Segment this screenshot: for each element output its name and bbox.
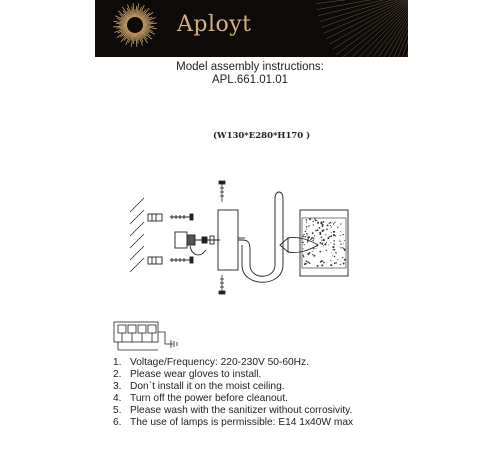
instruction-text: Turn off the power before cleanout. [130, 393, 289, 404]
instruction-number: 2. [113, 369, 122, 380]
model-number: APL.661.01.01 [211, 74, 289, 86]
screw-top [170, 214, 193, 220]
wall-hatch [130, 198, 144, 272]
shade-speckles [302, 218, 345, 267]
fixing-screw-bottom [219, 275, 225, 294]
instruction-text: Please wear gloves to install. [130, 369, 262, 380]
wall-plug-bottom [148, 257, 162, 264]
fixing-screw-top [219, 181, 225, 202]
instruction-item [113, 369, 353, 381]
instruction-number: 5. [113, 405, 122, 416]
instruction-list [113, 357, 353, 429]
document-title: Model assembly instructions: [176, 61, 324, 73]
wall-plug-top [148, 214, 162, 221]
instruction-number: 4. [113, 393, 122, 404]
instruction-item [113, 357, 353, 369]
instruction-item [113, 381, 353, 393]
instruction-number: 1. [113, 357, 122, 368]
instruction-item [113, 405, 353, 417]
terminal-connectors [118, 325, 156, 342]
instruction-text: Please wash with the sanitizer without corrosivity. [130, 405, 353, 416]
instruction-text: The use of lamps is permissible: E14 1x40W max [130, 417, 354, 428]
base-plate [218, 210, 238, 270]
brand-banner [95, 0, 408, 57]
instruction-number: 6. [113, 417, 122, 428]
screw-bottom [170, 257, 193, 263]
instruction-item [113, 393, 353, 405]
instruction-text: Don`t install it on the moist ceiling. [130, 381, 285, 392]
wiring-diagram [113, 320, 183, 355]
instruction-number: 3. [113, 381, 122, 392]
bulb-socket [280, 238, 288, 252]
assembly-diagram [130, 180, 350, 295]
instruction-item [113, 417, 353, 429]
brand-name: Aployt [177, 12, 252, 37]
lamp-arm [238, 192, 283, 282]
instruction-text: Voltage/Frequency: 220-230V 50-60Hz. [130, 357, 309, 368]
dimensions-label: (W130*E280*H170 ) [213, 131, 311, 141]
mounting-bracket [175, 232, 220, 255]
